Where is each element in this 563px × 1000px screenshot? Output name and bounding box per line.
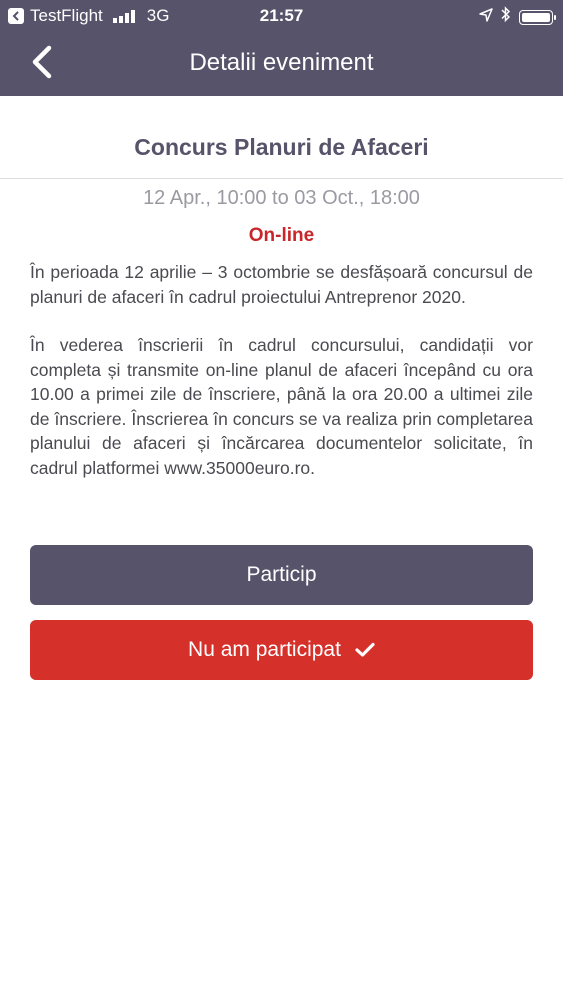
page-title: Detalii eveniment: [189, 49, 374, 76]
event-location: On-line: [248, 225, 315, 246]
network-type: 3G: [146, 6, 170, 25]
location-arrow-icon: [479, 7, 493, 27]
status-app-name[interactable]: TestFlight: [30, 6, 103, 25]
not-participated-button[interactable]: [30, 620, 533, 680]
not-participated-button-label: Nu am participat: [188, 638, 341, 661]
event-date-range: 12 Apr., 10:00 to 03 Oct., 18:00: [143, 187, 420, 209]
event-title: Concurs Planuri de Afaceri: [134, 134, 429, 160]
status-bar-right: [479, 6, 553, 28]
event-description: [30, 260, 533, 504]
bluetooth-icon: [501, 6, 511, 28]
description-paragraph: În perioada 12 aprilie – 3 octombrie se desfășoară concursul de planuri de afaceri în cadrul proiectului Antreprenor 2020.: [30, 262, 533, 307]
participate-button-label: Particip: [246, 563, 317, 586]
title-divider: [0, 178, 563, 179]
battery-icon: [519, 10, 553, 25]
check-icon: [355, 642, 375, 658]
description-paragraph: În vederea înscrierii în cadrul concursului, candidații vor completa și transmite on-line planul de afaceri începând cu ora 10.00 a primei zile de înscriere, până la ora 20.00 a ultimei zile de înscriere. Înscrierea în concurs se va realiza prin completarea planului de afaceri și încărcarea documentelor solicitate, în cadrul platformei www.35000euro.ro.: [30, 335, 533, 478]
participate-button[interactable]: [30, 545, 533, 605]
status-bar: [0, 0, 563, 32]
status-time: 21:57: [259, 6, 304, 25]
nav-header: [0, 0, 563, 96]
